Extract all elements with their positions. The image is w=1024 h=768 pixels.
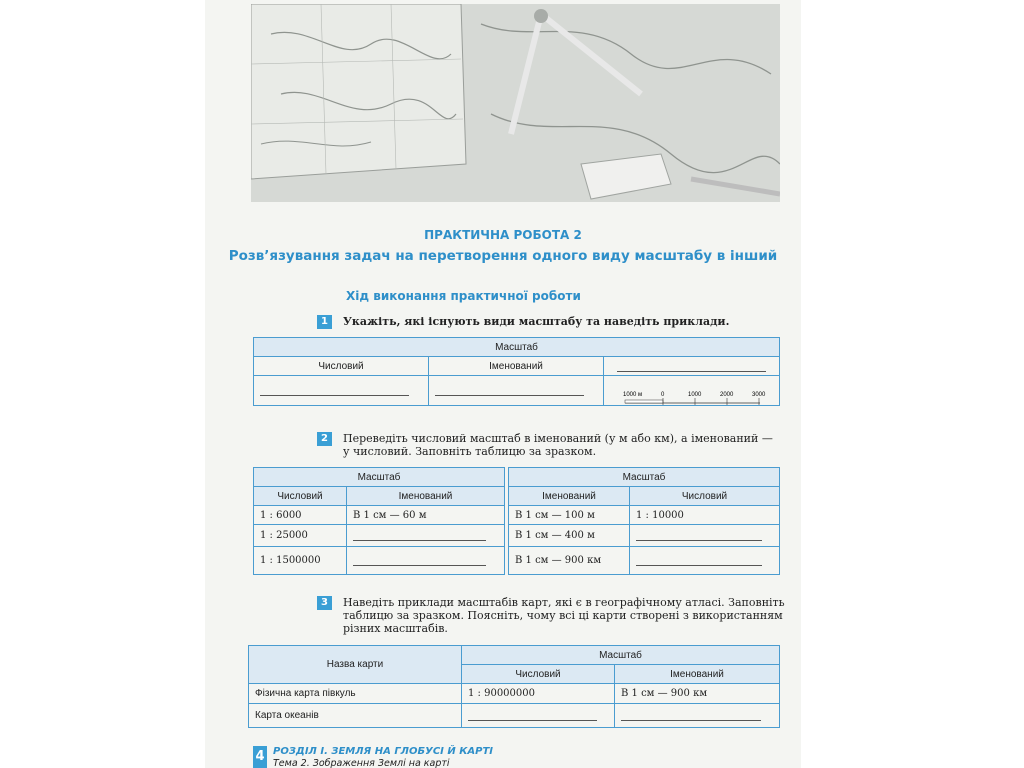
col-named: Іменований [429,357,604,376]
col-named: Іменований [509,487,630,506]
answer-cell[interactable] [630,525,780,547]
task2-text-line2: у числовий. Заповніть таблицю за зразком. [343,445,597,458]
col-numeric: Числовий [630,487,780,506]
answer-cell[interactable] [347,547,505,575]
cell-numeric: 1 : 6000 [254,506,347,525]
col-named: Іменований [347,487,505,506]
answer-cell[interactable] [615,704,780,728]
blank-cell[interactable] [604,357,780,376]
cell-map-name: Фізична карта півкуль [249,684,462,704]
page-number: 4 [253,746,267,768]
task3-text-line2: таблицю за зразком. Поясніть, чому всі ці карти створені з використанням [343,609,783,622]
col-numeric: Числовий [254,487,347,506]
task-number-badge: 3 [317,596,332,610]
cell-map-name: Карта океанів [249,704,462,728]
task3-text-line1: Наведіть приклади масштабів карт, які є в географічному атласі. Заповніть [343,596,785,609]
cell-named: В 1 см — 900 км [615,684,780,704]
scale-label: 0 [661,392,665,398]
map-compass-image [251,4,780,202]
scale-label: 1000 м [623,392,643,398]
answer-cell[interactable] [429,376,604,406]
answer-cell[interactable] [462,704,615,728]
task2-right-table [508,467,780,575]
practical-work-title: ПРАКТИЧНА РОБОТА 2 [424,228,582,242]
cell-named: В 1 см — 400 м [509,525,630,547]
scale-label: 2000 [720,392,734,398]
linear-scale [620,389,770,409]
task3-text-line3: різних масштабів. [343,622,448,635]
task2-left-table [253,467,505,575]
footer-section: РОЗДІЛ І. ЗЕМЛЯ НА ГЛОБУСІ Й КАРТІ [273,746,493,757]
cell-numeric: 1 : 10000 [630,506,780,525]
table-header-scale: Масштаб [509,468,780,487]
header-photo [251,4,780,202]
table-header-scale: Масштаб [462,646,780,665]
col-map-name: Назва карти [249,646,462,684]
cell-named: В 1 см — 100 м [509,506,630,525]
answer-cell[interactable] [254,376,429,406]
main-title: Розв’язування задач на перетворення одного виду масштабу в інший [228,248,778,264]
col-named: Іменований [615,665,780,684]
cell-named: В 1 см — 60 м [347,506,505,525]
table-header-scale: Масштаб [254,338,780,357]
scale-label: 3000 [752,392,766,398]
task-number-badge: 1 [317,315,332,329]
task2-text-line1: Переведіть числовий масштаб в іменований (у м або км), а іменований — [343,432,773,445]
cell-numeric: 1 : 90000000 [462,684,615,704]
cell-named: В 1 см — 900 км [509,547,630,575]
task-number-badge: 2 [317,432,332,446]
cell-numeric: 1 : 25000 [254,525,347,547]
col-numeric: Числовий [254,357,429,376]
cell-numeric: 1 : 1500000 [254,547,347,575]
answer-cell[interactable] [630,547,780,575]
col-numeric: Числовий [462,665,615,684]
task3-table [248,645,780,728]
procedure-subtitle: Хід виконання практичної роботи [346,289,581,303]
task1-text: Укажіть, які існують види масштабу та наведіть приклади. [343,315,730,328]
scale-label: 1000 [688,392,702,398]
table-header-scale: Масштаб [254,468,505,487]
answer-cell[interactable] [347,525,505,547]
footer-topic: Тема 2. Зображення Землі на карті [273,758,450,768]
workbook-page [205,0,801,768]
